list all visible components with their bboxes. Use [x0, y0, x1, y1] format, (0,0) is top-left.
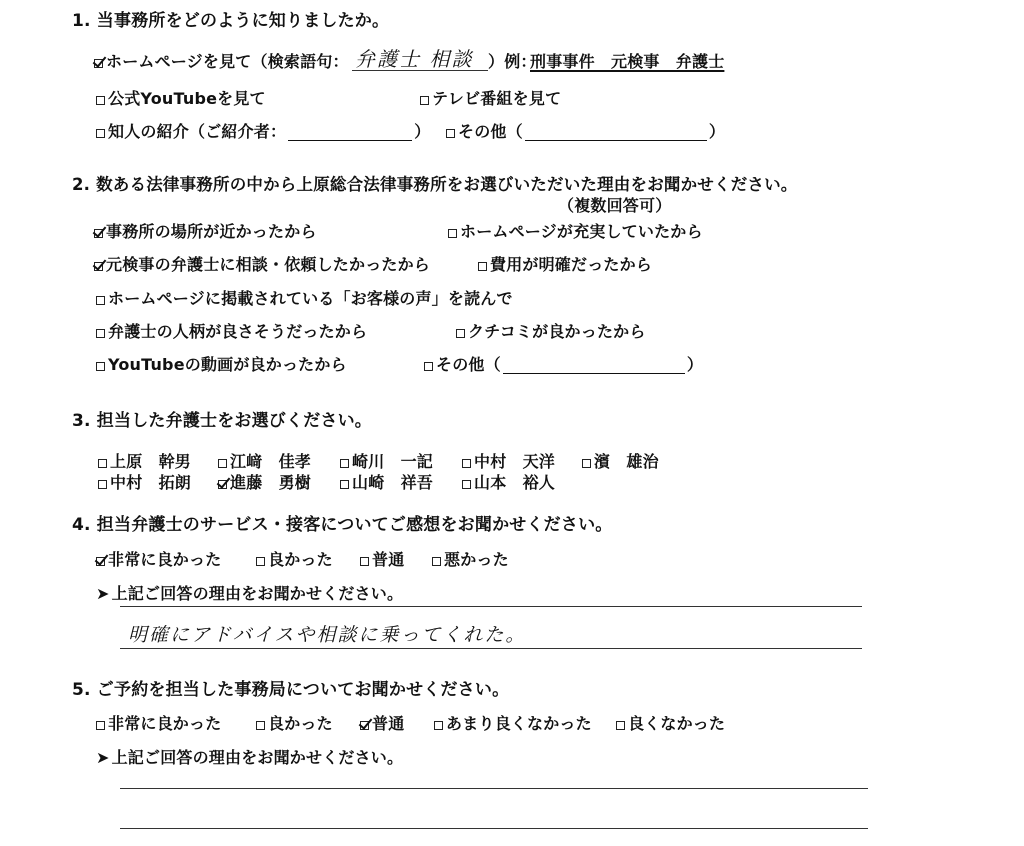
q1-tv-label: テレビ番組を見て [432, 89, 562, 108]
q1-option-homepage[interactable] [94, 52, 349, 72]
q4-option-label: 悪かった [444, 550, 509, 569]
question-5-title: 5. ご予約を担当した事務局についてお聞かせください。 [72, 680, 510, 700]
q1-referral-label: 知人の紹介（ご紹介者： [108, 122, 287, 141]
q5-answer-line-1[interactable] [120, 788, 868, 789]
checkbox-checked[interactable] [94, 229, 103, 238]
checkbox[interactable] [96, 96, 105, 105]
checkbox[interactable] [432, 557, 441, 566]
q3-lawyer-name: 山崎 祥吾 [352, 473, 434, 492]
q1-option-youtube[interactable] [96, 89, 266, 109]
q2-homepage-rich-label: ホームページが充実していたから [460, 222, 703, 241]
q5-option-label: 非常に良かった [108, 714, 222, 733]
q5-option-not-so-good[interactable] [434, 714, 592, 734]
q3-lawyer-option[interactable] [340, 452, 433, 472]
q3-lawyer-option[interactable] [98, 452, 191, 472]
q3-lawyer-option[interactable] [98, 473, 191, 493]
q5-option-label: 良かった [268, 714, 333, 733]
q3-lawyer-option[interactable] [218, 452, 311, 472]
q1-option-tv[interactable] [420, 89, 561, 109]
q2-other-blank[interactable] [503, 357, 685, 374]
q4-option-label: 良かった [268, 550, 333, 569]
checkbox-checked[interactable] [96, 557, 105, 566]
q4-option-good[interactable] [256, 550, 333, 570]
q3-lawyer-name: 中村 天洋 [474, 452, 556, 471]
checkbox-checked[interactable] [94, 262, 103, 271]
q4-option-label: 非常に良かった [108, 550, 222, 569]
q3-lawyer-name: 進藤 勇樹 [230, 473, 312, 492]
q5-reason-prompt [96, 748, 403, 768]
q1-option-other[interactable] [446, 122, 725, 142]
checkbox[interactable] [256, 557, 265, 566]
checkbox[interactable] [424, 362, 433, 371]
checkbox[interactable] [582, 459, 591, 468]
q2-option-location[interactable] [94, 222, 317, 242]
checkbox[interactable] [340, 480, 349, 489]
checkbox[interactable] [434, 721, 443, 730]
checkbox-checked[interactable] [218, 480, 227, 489]
q2-former-prosecutor-label: 元検事の弁護士に相談・依頼したかったから [106, 255, 431, 274]
checkbox[interactable] [96, 362, 105, 371]
q1-other-blank[interactable] [525, 124, 707, 141]
q3-lawyer-option-selected[interactable] [218, 473, 311, 493]
q1-option-referral[interactable] [96, 122, 430, 142]
q2-note: （複数回答可） [558, 196, 672, 215]
checkbox[interactable] [478, 262, 487, 271]
q3-lawyer-option[interactable] [582, 452, 659, 472]
arrow-right-icon: ➤ [96, 584, 110, 603]
checkbox-checked[interactable] [94, 59, 103, 68]
q4-option-normal[interactable] [360, 550, 404, 570]
checkbox[interactable] [98, 459, 107, 468]
checkbox[interactable] [360, 557, 369, 566]
q4-option-bad[interactable] [432, 550, 509, 570]
q5-option-very-good[interactable] [96, 714, 221, 734]
q1-search-term-line [352, 70, 488, 71]
q4-option-label: 普通 [372, 550, 405, 569]
q2-other-close: ） [686, 355, 704, 374]
q5-reason-prompt-text: 上記ご回答の理由をお聞かせください。 [111, 748, 404, 767]
q5-option-good[interactable] [256, 714, 333, 734]
q1-referral-close: ） [414, 122, 431, 141]
q2-youtube-video-label: YouTubeの動画が良かったから [108, 355, 347, 374]
q2-location-label: 事務所の場所が近かったから [106, 222, 317, 241]
q4-answer-line-bottom [120, 648, 862, 649]
q4-option-very-good[interactable] [96, 550, 221, 570]
q2-fee-clear-label: 費用が明確だったから [490, 255, 653, 274]
question-2-title: 2. 数ある法律事務所の中から上原総合法律事務所をお選びいただいた理由をお聞かせください。 [72, 175, 798, 194]
q3-lawyer-option[interactable] [462, 452, 555, 472]
q2-option-fee-clear[interactable] [478, 255, 652, 275]
q1-homepage-label: ホームページを見て（検索語句： [106, 52, 349, 71]
checkbox[interactable] [340, 459, 349, 468]
q5-option-normal[interactable] [360, 714, 404, 734]
q4-reason-prompt-text: 上記ご回答の理由をお聞かせください。 [111, 584, 404, 603]
q4-reason-prompt [96, 584, 403, 604]
arrow-right-icon: ➤ [96, 748, 110, 767]
q2-option-former-prosecutor[interactable] [94, 255, 430, 275]
checkbox[interactable] [96, 721, 105, 730]
checkbox-checked[interactable] [360, 721, 369, 730]
q1-search-term-handwritten: 弁護士 相談 [355, 47, 474, 71]
q3-lawyer-name: 濱 雄治 [594, 452, 659, 471]
q2-option-reviews[interactable] [456, 322, 646, 342]
q2-customer-voice-label: ホームページに掲載されている「お客様の声」を読んで [108, 289, 513, 308]
checkbox[interactable] [462, 480, 471, 489]
checkbox[interactable] [462, 459, 471, 468]
q1-example-label: ）例： [488, 52, 537, 71]
checkbox[interactable] [98, 480, 107, 489]
q3-lawyer-name: 中村 拓朗 [110, 473, 192, 492]
question-3-title: 3. 担当した弁護士をお選びください。 [72, 411, 373, 431]
q3-lawyer-name: 上原 幹男 [110, 452, 192, 471]
q2-option-personality[interactable] [96, 322, 367, 342]
q2-option-homepage-rich[interactable] [448, 222, 703, 242]
q1-referral-blank[interactable] [288, 124, 412, 141]
q1-example: 刑事事件 元検事 弁護士 [530, 52, 725, 71]
q5-option-label: あまり良くなかった [446, 714, 592, 733]
q3-lawyer-name: 江﨑 佳孝 [230, 452, 312, 471]
q5-option-label: 普通 [372, 714, 405, 733]
question-4-title: 4. 担当弁護士のサービス・接客についてご感想をお聞かせください。 [72, 515, 613, 535]
q4-answer-handwritten: 明確にアドバイスや相談に乗ってくれた。 [128, 624, 527, 646]
checkbox[interactable] [96, 296, 105, 305]
q3-lawyer-name: 崎川 一記 [352, 452, 434, 471]
checkbox[interactable] [256, 721, 265, 730]
q5-option-bad[interactable] [616, 714, 725, 734]
checkbox[interactable] [96, 329, 105, 338]
q2-personality-label: 弁護士の人柄が良さそうだったから [108, 322, 368, 341]
q3-lawyer-name: 山本 裕人 [474, 473, 556, 492]
checkbox[interactable] [218, 459, 227, 468]
q2-reviews-label: クチコミが良かったから [468, 322, 646, 341]
q2-option-customer-voice[interactable] [96, 289, 513, 309]
checkbox[interactable] [446, 129, 455, 138]
question-1-title: 1. 当事務所をどのように知りましたか。 [72, 11, 390, 31]
q2-option-youtube-video[interactable] [96, 355, 347, 375]
q5-option-label: 良くなかった [628, 714, 726, 733]
checkbox[interactable] [420, 96, 429, 105]
checkbox[interactable] [448, 229, 457, 238]
q3-lawyer-option[interactable] [340, 473, 433, 493]
checkbox[interactable] [456, 329, 465, 338]
q2-option-other[interactable] [424, 355, 703, 375]
checkbox[interactable] [616, 721, 625, 730]
q3-lawyer-option[interactable] [462, 473, 555, 493]
q2-other-label: その他（ [436, 355, 501, 374]
q4-answer-line-top [120, 606, 862, 607]
checkbox[interactable] [96, 129, 105, 138]
q1-youtube-label: 公式YouTubeを見て [108, 89, 266, 108]
q1-other-close: ） [708, 122, 726, 141]
q5-answer-line-2[interactable] [120, 828, 868, 829]
q1-other-label: その他（ [458, 122, 523, 141]
